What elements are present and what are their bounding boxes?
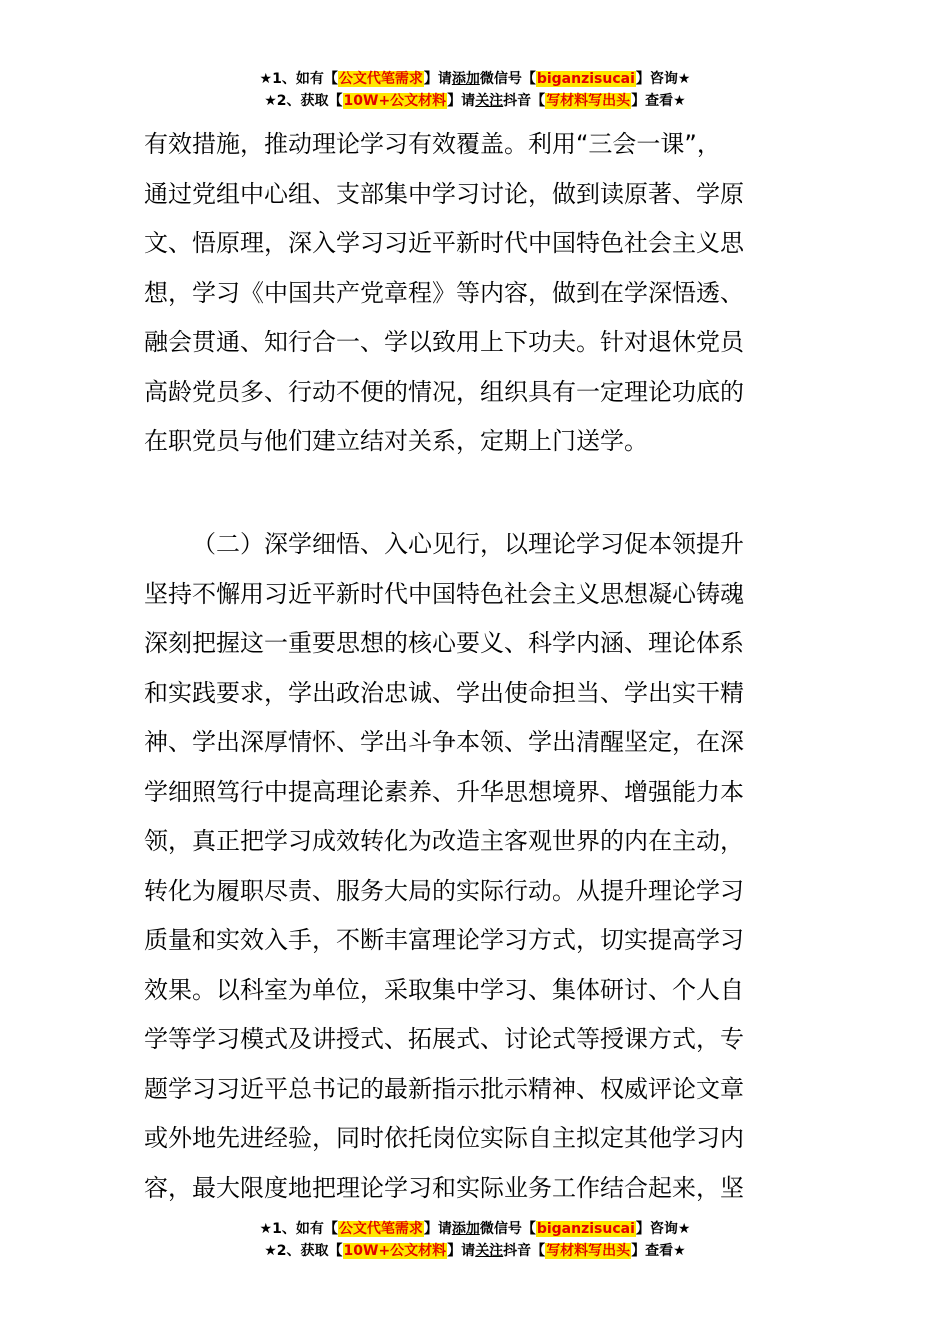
text-line: 题学习习近平总书记的最新指示批示精神、权威评论文章 xyxy=(144,1074,744,1103)
banner-text: 】请 xyxy=(423,1221,452,1237)
text-line: 和实践要求，学出政治忠诚、学出使命担当、学出实干精 xyxy=(144,678,744,707)
highlight-tag: 10W+公文材料 xyxy=(343,93,447,109)
banner-line-1 xyxy=(0,68,950,90)
wechat-id-tag: biganzisucai xyxy=(536,1221,635,1237)
text-line: 有效措施，推动理论学习有效覆盖。利用“三会一课”， xyxy=(144,130,721,158)
text-line: 在职党员与他们建立结对关系，定期上门送学。 xyxy=(144,427,648,455)
banner-text: 微信号【 xyxy=(479,1221,536,1237)
banner-text: 】咨询★ xyxy=(635,1221,691,1237)
text-line: 融会贯通、知行合一、学以致用上下功夫。针对退休党员 xyxy=(144,328,744,356)
text-line: 转化为履职尽责、服务大局的实际行动。从提升理论学习 xyxy=(144,876,744,905)
text-line: 神、学出深厚情怀、学出斗争本领、学出清醒坚定，在深 xyxy=(144,728,744,756)
header-banner xyxy=(0,68,950,112)
banner-text: 】查看★ xyxy=(631,93,686,109)
text-line: 想，学习《中国共产党章程》等内容，做到在学深悟透、 xyxy=(144,278,744,307)
text-line: 文、悟原理，深入学习习近平新时代中国特色社会主义思 xyxy=(144,229,744,257)
text-line: 学细照笃行中提高理论素养、升华思想境界、增强能力本 xyxy=(144,777,744,806)
text-line: 通过党组中心组、支部集中学习讨论，做到读原著、学原 xyxy=(144,179,744,208)
wechat-id-tag: biganzisucai xyxy=(536,71,635,87)
footer-banner xyxy=(0,1218,950,1262)
highlight-tag: 公文代笔需求 xyxy=(338,71,423,87)
highlight-tag: 10W+公文材料 xyxy=(343,1243,447,1259)
section-heading-line: （二）深学细悟、入心见行，以理论学习促本领提升 xyxy=(192,530,744,558)
banner-text: 】请 xyxy=(447,1243,476,1259)
text-line: 或外地先进经验，同时依托岗位实际自主拟定其他学习内 xyxy=(144,1124,744,1152)
text-line: 容，最大限度地把理论学习和实际业务工作结合起来，坚 xyxy=(144,1173,744,1202)
banner-text: 】查看★ xyxy=(631,1243,686,1259)
text-line: 效果。以科室为单位，采取集中学习、集体研讨、个人自 xyxy=(144,975,744,1004)
banner-text: ★1、如有【 xyxy=(259,71,338,87)
banner-text: ★2、获取【 xyxy=(264,1243,343,1259)
banner-line-1 xyxy=(0,1218,950,1240)
underlined-text: 添加 xyxy=(451,1221,480,1237)
banner-line-2 xyxy=(0,90,950,112)
underlined-text: 关注 xyxy=(475,1243,504,1259)
banner-text: 】请 xyxy=(447,93,476,109)
text-line: 领，真正把学习成效转化为改造主客观世界的内在主动， xyxy=(144,827,744,855)
douyin-id-tag: 写材料写出头 xyxy=(546,93,631,109)
banner-text: ★2、获取【 xyxy=(264,93,343,109)
text-line: 坚持不懈用习近平新时代中国特色社会主义思想凝心铸魂 xyxy=(144,579,744,608)
banner-text: 微信号【 xyxy=(479,71,536,87)
text-line: 高龄党员多、行动不便的情况，组织具有一定理论功底的 xyxy=(144,377,744,406)
douyin-id-tag: 写材料写出头 xyxy=(546,1243,631,1259)
underlined-text: 关注 xyxy=(475,93,504,109)
highlight-tag: 公文代笔需求 xyxy=(338,1221,423,1237)
banner-line-2 xyxy=(0,1240,950,1262)
text-line: 质量和实效入手，不断丰富理论学习方式，切实提高学习 xyxy=(144,926,744,954)
banner-text: 抖音【 xyxy=(503,93,546,109)
banner-text: ★1、如有【 xyxy=(259,1221,338,1237)
paragraph-2 xyxy=(144,520,808,1213)
text-line: 学等学习模式及讲授式、拓展式、讨论式等授课方式，专 xyxy=(144,1025,744,1053)
paragraph-1 xyxy=(144,120,808,467)
text-line: 深刻把握这一重要思想的核心要义、科学内涵、理论体系 xyxy=(144,629,744,657)
banner-text: 抖音【 xyxy=(503,1243,546,1259)
underlined-text: 添加 xyxy=(451,71,480,87)
banner-text: 】请 xyxy=(423,71,452,87)
banner-text: 】咨询★ xyxy=(635,71,691,87)
